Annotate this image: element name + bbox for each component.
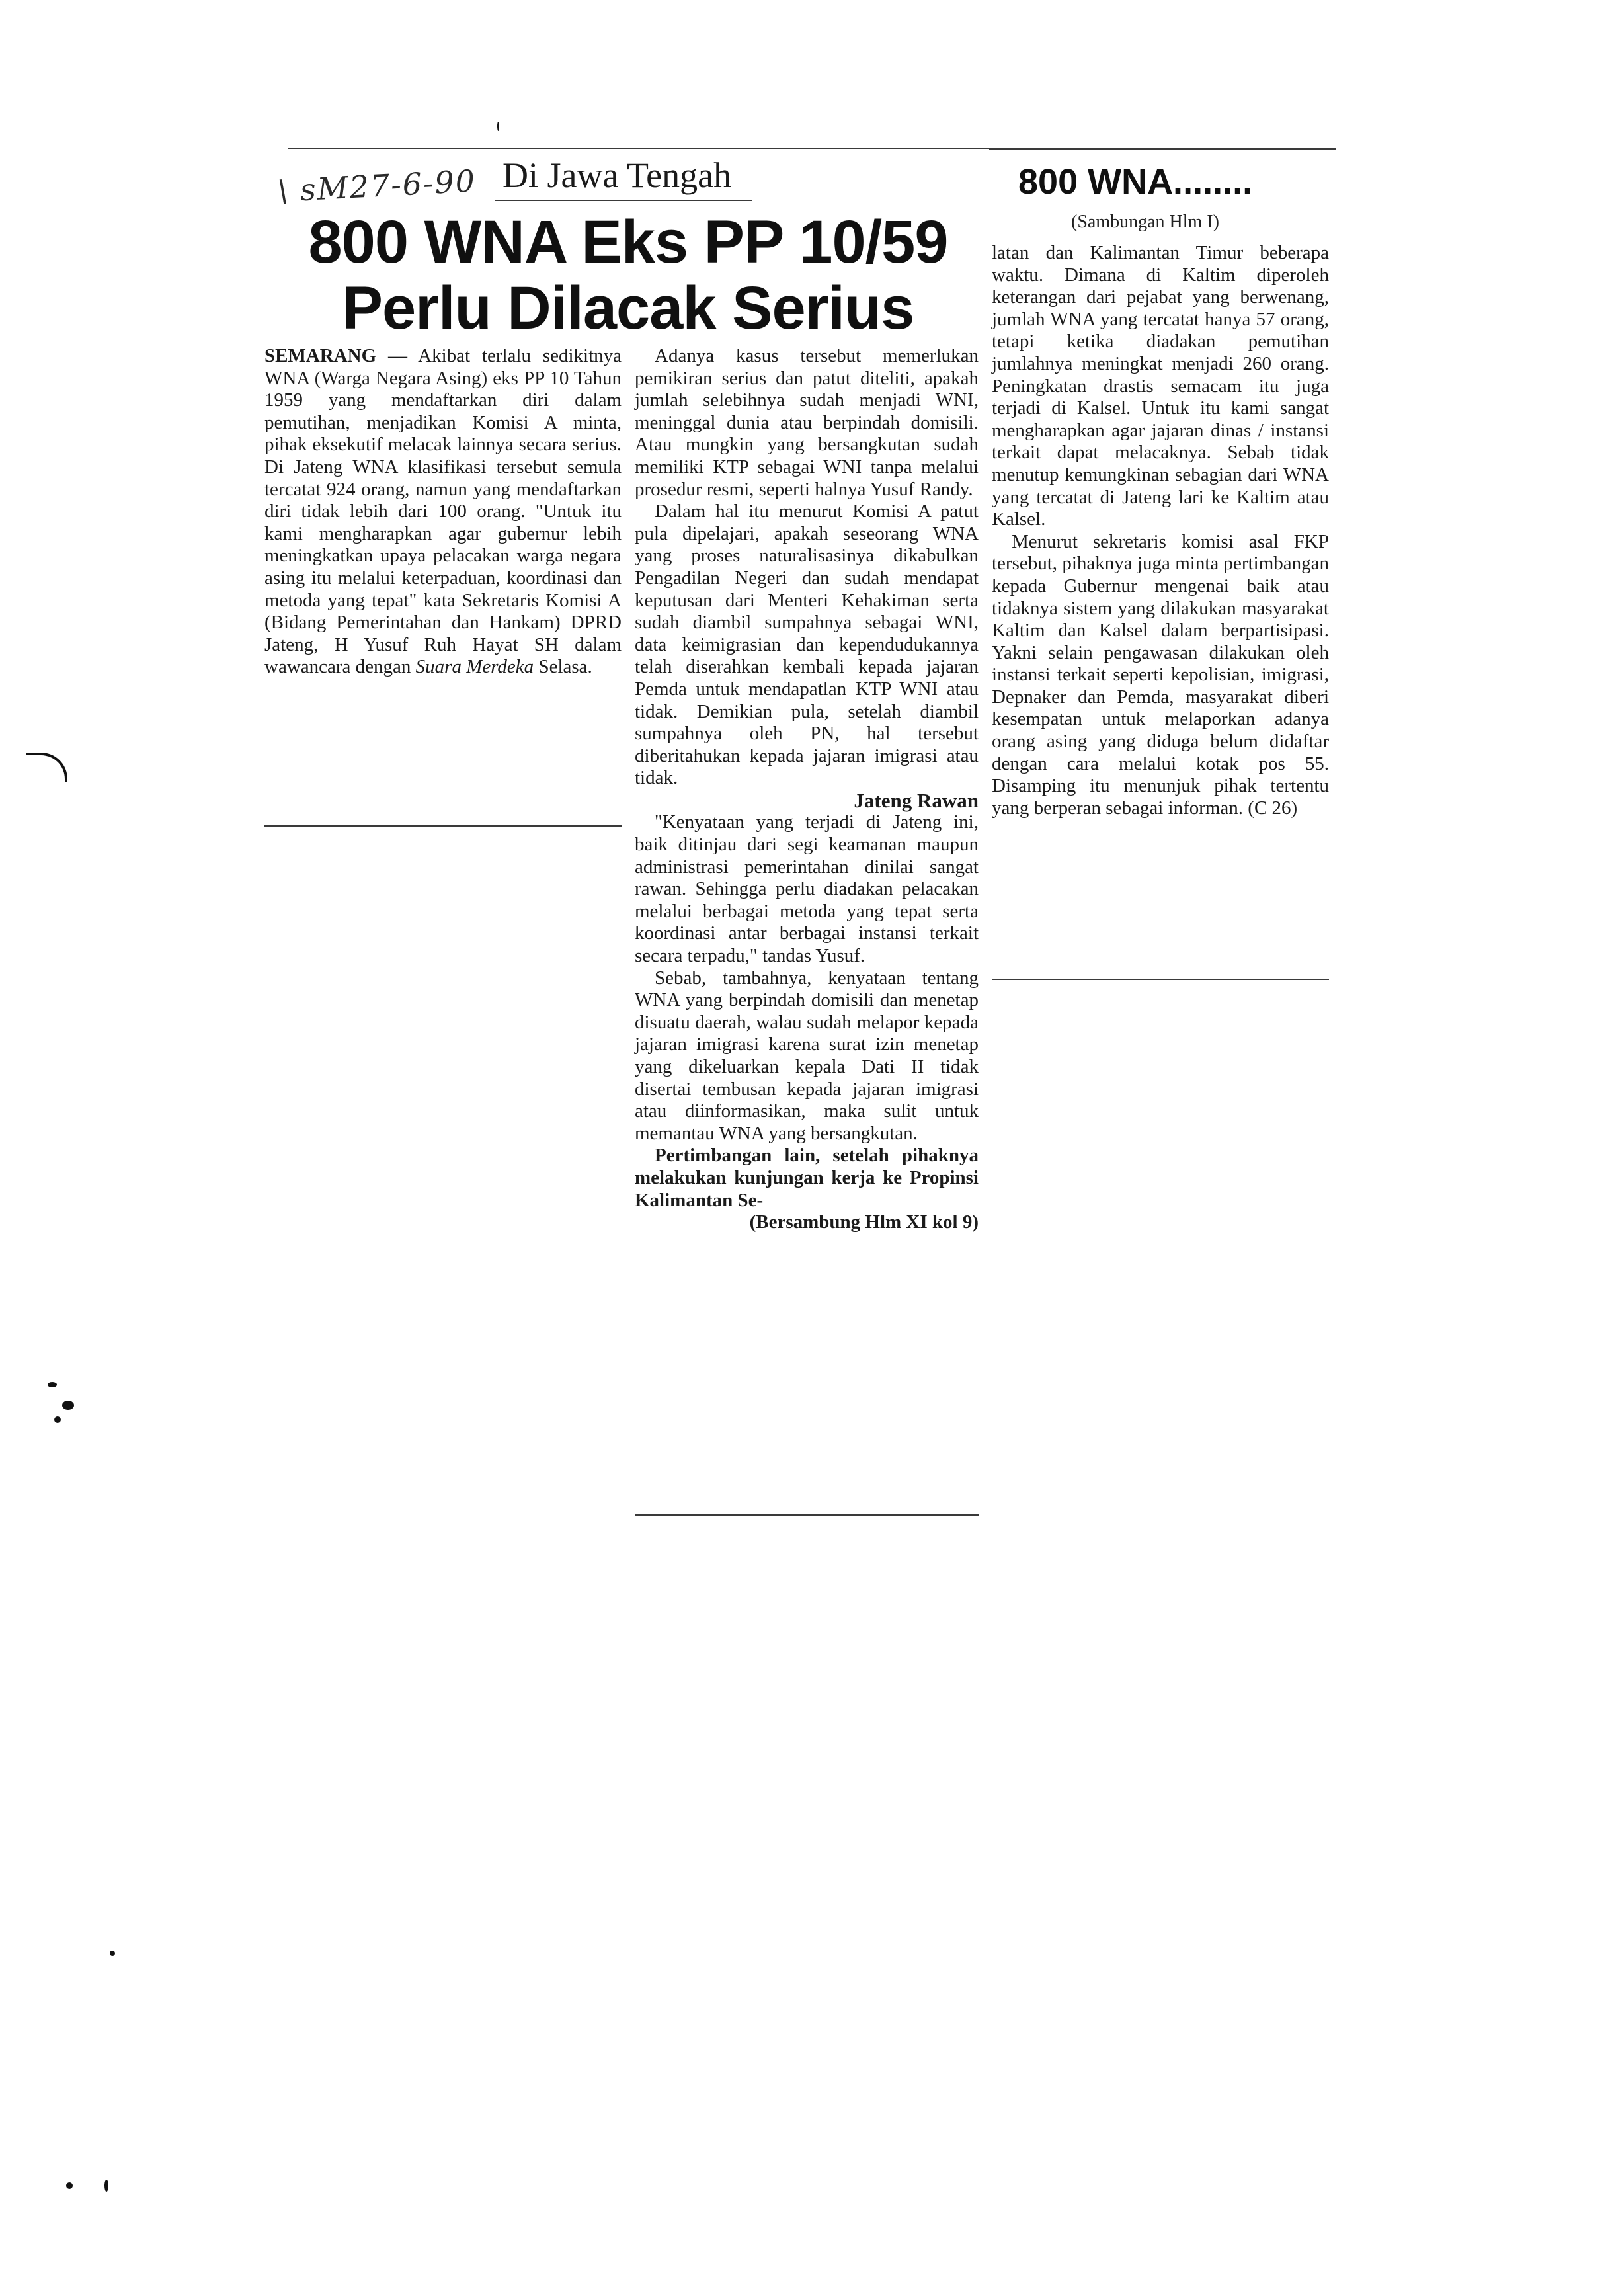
column-2-end-rule: [635, 1514, 979, 1516]
paragraph-text: — Akibat terlalu sedikitnya WNA (Warga Negara Asing) eks PP 10 Tahun 1959 yang mendaftarkan diri dalam pemutihan, menjadikan Komisi A minta, pihak eksekutif melacak lainnya secara serius. Di Jateng WNA klasifikasi tersebut semula tercatat 924 orang, namun yang mendaftarkan diri tidak lebih dari 100 orang. "Untuk itu kami mengharapkan agar gubernur lebih meningkatkan upaya pelacakan warga negara asing itu melalui keterpaduan, koordinasi dan metoda yang tepat" kata Sekretaris Komisi A (Bidang Pemerintahan dan Hankam) DPRD Jateng, H Yusuf Ruh Hayat SH dalam wawancara dengan: [264, 345, 622, 678]
article-paragraph: [264, 345, 622, 678]
paragraph-text: Selasa.: [534, 656, 592, 678]
scan-speck: [104, 2180, 108, 2192]
headline-line-1: 800 WNA Eks PP 10/59: [308, 208, 948, 276]
top-rule-right: [989, 148, 1336, 150]
article-column-2: [635, 345, 979, 1234]
publication-name: Suara Merdeka: [415, 656, 534, 678]
headline-line-2: Perlu Dilacak Serius: [342, 274, 914, 342]
dateline: SEMARANG: [264, 345, 377, 366]
article-paragraph: latan dan Kalimantan Timur beberapa waktu. Dimana di Kaltim diperoleh keterangan dari pejabat yang berwenang, jumlah WNA yang tercatat hanya 57 orang, tetapi ketika diadakan pemutihan jumlahnya meningkat menjadi 260 orang. Peningkatan drastis semacam itu juga terjadi di Kalsel. Untuk itu kami sangat mengharapkan agar jajaran dinas / instansi terkait dapat melacaknya. Sebab tidak menutup kemungkinan sebagian dari WNA yang tercatat di Jateng lari ke Kaltim atau Kalsel.: [992, 242, 1329, 530]
article-paragraph: "Kenyataan yang terjadi di Jateng ini, baik ditinjau dari segi keamanan maupun administrasi pemerintahan dinilai sangat rawan. Sehingga perlu diadakan pelacakan melalui berbagai metoda yang tepat serta koordinasi antar berbagai instansi terkait secara terpadu," tandas Yusuf.: [635, 811, 979, 967]
continuation-subtitle: (Sambungan Hlm I): [1071, 212, 1219, 232]
article-paragraph: Sebab, tambahnya, kenyataan tentang WNA yang berpindah domisili dan menetap disuatu daerah, walau sudah melapor kepada jajaran imigrasi karena surat izin menetap yang dikeluarkan kepala Dati II tidak disertai tembusan kepada jajaran imigrasi atau diinformasikan, maka sulit untuk memantau WNA yang bersangkutan.: [635, 967, 979, 1144]
scan-speck: [497, 122, 499, 131]
top-rule-left: [288, 148, 989, 149]
article-column-3: [992, 242, 1329, 819]
scan-speck: [66, 2182, 73, 2189]
article-column-1: [264, 345, 622, 678]
scan-speck: [54, 1416, 61, 1423]
article-paragraph: Dalam hal itu menurut Komisi A patut pula dipelajari, apakah seseorang WNA yang proses naturalisasinya dikabulkan Pengadilan Negeri dan sudah mendapat keputusan dari Menteri Kehakiman serta sudah diambil sumpahnya sebagai WNI, data keimigrasian dan kependudukannya telah diserahkan kembali kepada jajaran Pemda untuk mendapatlan KTP WNI atau tidak. Demikian pula, setelah diambil sumpahnya oleh PN, hal tersebut diberitahukan kepada jajaran imigrasi atau tidak.: [635, 501, 979, 789]
column-3-end-rule: [992, 979, 1329, 980]
scan-speck: [48, 1382, 57, 1387]
kicker: Di Jawa Tengah: [502, 155, 732, 195]
continued-note: (Bersambung Hlm XI kol 9): [749, 1211, 979, 1233]
handwritten-date: \ sM27-6-90: [276, 163, 477, 209]
column-1-end-rule: [264, 825, 622, 827]
scan-speck: [62, 1401, 74, 1410]
continuation-title: 800 WNA........: [1018, 162, 1253, 202]
kicker-underline: [495, 200, 752, 201]
binder-mark: [26, 753, 67, 782]
headline: [264, 209, 992, 341]
article-paragraph: Menurut sekretaris komisi asal FKP tersebut, pihaknya juga minta pertimbangan kepada Gubernur mengenai baik atau tidaknya sistem yang dilakukan masyarakat Kaltim dan Kalsel dalam berpartisipasi. Yakni selain pengawasan dilakukan oleh instansi terkait seperti kepolisian, imigrasi, Depnaker dan Pemda, masyarakat diberi kesempatan untuk melaporkan adanya orang asing yang diduga belum didaftar dengan cara melalui kotak pos 55. Disamping itu menunjuk pihak tertentu yang berperan sebagai informan. (C 26): [992, 530, 1329, 819]
article-paragraph: Pertimbangan lain, setelah pihaknya melakukan kunjungan kerja ke Propinsi Kalimantan Se-: [635, 1145, 979, 1211]
article-paragraph: Adanya kasus tersebut memerlukan pemikiran serius dan patut diteliti, apakah jumlah selebihnya sudah menjadi WNI, meninggal dunia atau berpindah domisili. Atau mungkin yang bersangkutan sudah memiliki KTP sebagai WNI tanpa melalui prosedur resmi, seperti halnya Yusuf Randy.: [635, 345, 979, 500]
scan-speck: [110, 1951, 115, 1956]
subhead-jateng-rawan: Jateng Rawan: [854, 788, 979, 812]
